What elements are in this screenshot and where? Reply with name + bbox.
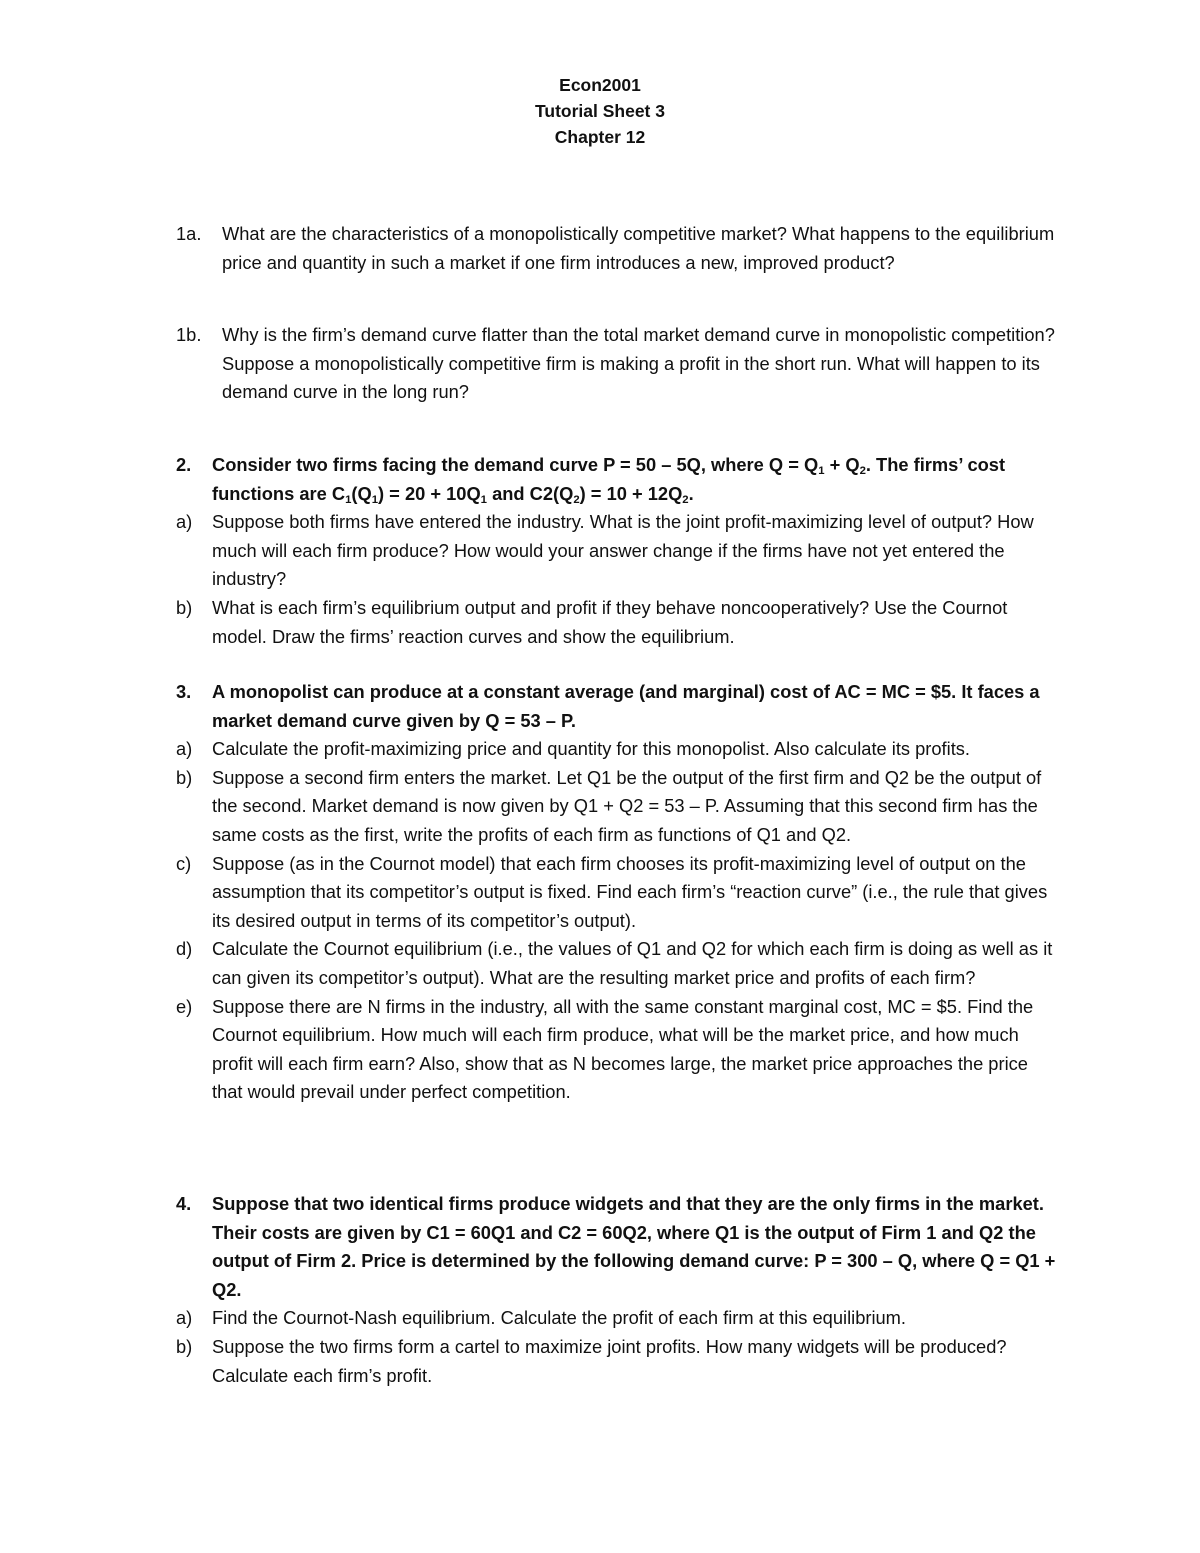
question-4 (176, 1190, 1056, 1390)
stem-part: ) = 20 + 10Q (378, 482, 481, 504)
question-part (176, 508, 1056, 594)
stem-text: Suppose that two identical firms produce widgets and that they are the only firms in the market. Their costs are given by C1 = 60Q1 and C2 = 60Q2, where Q1 is the output of Firm 1 and Q2 the output of Firm 2. Price is determined by the following demand curve: P = 300 – Q, where Q = Q1 + Q2. (212, 1193, 1056, 1300)
stem-part: (Q (351, 482, 372, 504)
question-number: 2. (176, 454, 192, 475)
question-number: 1b. (176, 324, 202, 345)
question-part (176, 993, 1056, 1107)
question-text: Why is the firm’s demand curve flatter than the total market demand curve in monopolistic competition? Suppose a monopolistically competitive firm is making a profit in the short run. What will happen to its demand curve in the long run? (222, 324, 1055, 403)
question-text: What are the characteristics of a monopolistically competitive market? What happens to the equilibrium price and quantity in such a market if one firm introduces a new, improved product? (222, 223, 1055, 273)
part-text: Suppose there are N firms in the industry, all with the same constant marginal cost, MC = $5. Find the Cournot equilibrium. How much will each firm produce, what will be the market price, and how much profit will each firm earn? Also, show that as N becomes large, the market price approaches the price that would prevail under perfect competition. (212, 995, 1034, 1103)
question-part (176, 850, 1056, 936)
subscript: 1 (480, 493, 487, 506)
part-text: Suppose the two firms form a cartel to maximize joint profits. How many widgets will be produced? Calculate each firm’s profit. (212, 1335, 1007, 1386)
part-text: Calculate the Cournot equilibrium (i.e., the values of Q1 and Q2 for which each firm is doing as well as it can given its competitor’s output). What are the resulting market price and profits of each firm? (212, 938, 1053, 988)
question-part (176, 735, 1056, 764)
subscript: 2 (859, 464, 866, 477)
stem-part: . The firms’ cost functions are C (212, 454, 1006, 504)
subscript: 2 (573, 493, 580, 506)
question-number: 4. (176, 1193, 192, 1214)
subscript: 2 (682, 493, 689, 506)
question-part (176, 594, 1056, 651)
course-code: Econ2001 (559, 75, 641, 95)
stem-part: Consider two firms facing the demand curve P = 50 – 5Q, where Q = Q (212, 454, 819, 475)
sheet-title: Tutorial Sheet 3 (535, 101, 665, 121)
question-part (176, 1304, 1056, 1333)
part-text: Find the Cournot-Nash equilibrium. Calculate the profit of each firm at this equilibrium. (212, 1307, 906, 1329)
part-text: Suppose (as in the Cournot model) that each firm chooses its profit-maximizing level of output on the assumption that its competitor’s output is fixed. Find each firm’s “reaction curve” (i.e., the rule that gives its desired output in terms of its competitor’s output). (212, 852, 1048, 931)
part-text: Calculate the profit-maximizing price and quantity for this monopolist. Also calculate its profits. (212, 738, 971, 760)
part-label: a) (176, 738, 193, 760)
part-text: Suppose both firms have entered the industry. What is the joint profit-maximizing level of output? How much will each firm produce? How would your answer change if the firms have not yet entered the industry? (212, 511, 1034, 590)
part-label: b) (176, 1335, 193, 1357)
part-label: d) (176, 938, 193, 960)
part-label: c) (176, 852, 192, 874)
part-label: a) (176, 1307, 193, 1329)
question-1a (176, 220, 1056, 277)
part-label: b) (176, 766, 193, 788)
question-2 (176, 451, 1056, 651)
stem-text: A monopolist can produce at a constant average (and marginal) cost of AC = MC = $5. It faces a market demand curve given by Q = 53 – P. (212, 681, 1040, 731)
stem-part: . (688, 482, 694, 504)
part-label: e) (176, 995, 193, 1017)
question-part (176, 1333, 1056, 1390)
question-stem (176, 678, 1056, 735)
question-stem (176, 1190, 1056, 1304)
subscript: 1 (371, 493, 379, 506)
part-label: b) (176, 596, 193, 618)
question-stem (176, 451, 1056, 508)
question-3 (176, 678, 1056, 1107)
part-label: a) (176, 511, 193, 533)
question-number: 1a. (176, 223, 202, 244)
part-text: What is each firm’s equilibrium output and profit if they behave noncooperatively? Use the Cournot model. Draw the firms’ reaction curves and show the equilibrium. (212, 596, 1008, 647)
stem-part: ) = 10 + 12Q (579, 482, 683, 504)
question-part (176, 764, 1056, 850)
part-text: Suppose a second firm enters the market. Let Q1 be the output of the first firm and Q2 be the output of the second. Market demand is now given by Q1 + Q2 = 53 – P. Assuming that this second firm has the same costs as the first, write the profits of each firm as functions of Q1 and Q2. (212, 766, 1042, 845)
subscript: 1 (345, 493, 352, 506)
question-1b (176, 321, 1056, 407)
subscript: 1 (818, 464, 825, 477)
document-header (0, 72, 1200, 150)
question-part (176, 935, 1056, 992)
stem-part: + Q (824, 454, 860, 475)
question-number: 3. (176, 681, 192, 702)
stem-part: and C2(Q (486, 482, 574, 504)
chapter-title: Chapter 12 (554, 127, 646, 147)
